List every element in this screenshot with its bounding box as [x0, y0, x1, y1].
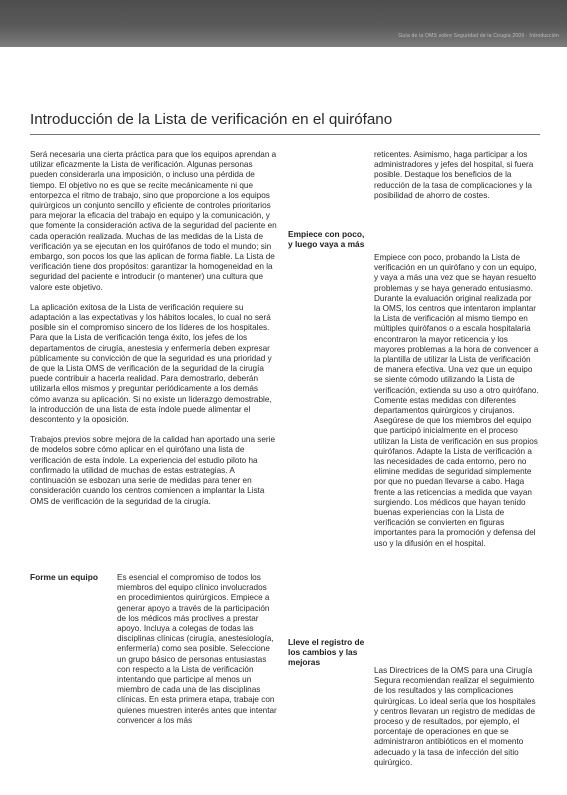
section-heading-registro: Lleve el registro de los cambios y las mejoras — [288, 637, 365, 668]
intro-paragraph: La aplicación exitosa de la Lista de verificación requiere su adaptación a las expectativas y los hábitos locales, lo cual no será posible sin el compromiso sincero de los líderes de los hospitales. Para que la Lista de verificación tenga éxito, los jefes de los departamentos de cirugía, anestesia y enfermería deben expresar públicamente su convicción de que la seguridad es una prioridad y de que la Lista OMS de verificación de la seguridad de la cirugía puede contribuir a hacerla realidad. Para demostrarlo, deberán utilizarla ellos mismos y preguntar periódicamente a los demás cómo avanza su aplicación. Si no existe un liderazgo demostrable, la introducción de una lista de esta índole puede alimentar el descontento y la oposición. — [30, 302, 272, 425]
intro-paragraph: Trabajos previos sobre mejora de la calidad han aportado una serie de modelos sobre cómo aplicar en el quirófano una lista de verificación de esta índole. La experiencia del estudio piloto ha confirmado la utilidad de muchas de estas estrategias. A continuación se esbozan una serie de medidas para tener en consideración cuando los centros comiencen a implantar la Lista OMS de verificación de la seguridad de la cirugía. — [30, 435, 276, 506]
header-band — [0, 0, 567, 47]
continuation-text: reticentes. Asimismo, haga participar a los administradores y jefes del hospital, si fuera posible. Destaque los beneficios de la reducción de la tasa de complicaciones y la posibilidad de ahorro de costes. — [374, 150, 534, 200]
intro-paragraph: Será necesaria una cierta práctica para que los equipos aprendan a utilizar eficazmente la Lista de verificación. Algunas personas pueden considerarla una imposición, o incluso una pérdida de tiempo. El objetivo no es que se recite mecánicamente ni que entorpezca el ritmo de trabajo, sino que proporcione a los equipos quirúrgicos un conjunto sencillo y eficiente de controles prioritarios para mejorar la eficacia del trabajo en equipo y la comunicación, y que fomente la consideración activa de la seguridad del paciente en cada operación realizada. Muchas de las medidas de la Lista de verificación ya se ejecutan en los quirófanos de todo el mundo; sin embargo, son pocos los que las aplican de forma fiable. La Lista de verificación tiene dos propósitos: garantizar la homogeneidad en la seguridad del paciente e introducir (o mantener) una cultura que valore este objetivo. — [30, 150, 277, 292]
running-header: Guía de la OMS sobre Seguridad de la Cirugía 2009 · Introducción — [398, 33, 559, 39]
intro-column — [30, 150, 277, 507]
title-divider — [30, 134, 540, 135]
page-title: Introducción de la Lista de verificación en el quirófano — [30, 111, 393, 128]
section-body-empiece-con-poco: Empiece con poco, probando la Lista de verificación en un quirófano y con un equipo, y vaya a más una vez que se hayan resuelto problemas y se haya generado entusiasmo. Durante la evaluación original realizada por la OMS, los centros que intentaron implantar la Lista de verificación al mismo tiempo en múltiples quirófanos o a escala hospitalaria encontraron la mayor reticencia y los mayores problemas a la hora de convencer a la plantilla de utilizar la Lista de verificación de manera efectiva. Una vez que un equipo se siente cómodo utilizando la Lista de verificación, extienda su uso a otro quirófano. Comente estas medidas con diferentes departamentos quirúrgicos y cirujanos. Asegúrese de que los miembros del equipo que participó inicialmente en el proceso utilizan la Lista de verificación en sus propios quirófanos. Adapte la Lista de verificación a las necesidades de cada entorno, pero no elimine medidas de seguridad simplemente por que no puedan llevarse a cabo. Haga frente a las reticencias a medida que vayan surgiendo. Los médicos que hayan tenido buenas experiencias con la Lista de verificación se convierten en figuras importantes para la promoción y defensa del uso y la difusión en el hospital. — [374, 253, 539, 548]
section-heading-forme-equipo: Forme un equipo — [30, 572, 98, 582]
section-body-registro: Las Directrices de la OMS para una Cirugía Segura recomiendan realizar el seguimiento de los resultados y las complicaciones quirúrgicas. Lo ideal sería que los hospitales y centros llevaran un registro de medidas de proceso y de resultados, por ejemplo, el porcentaje de operaciones en que se administraron antibióticos en el momento adecuado y la tasa de infección del sitio quirúrgico. — [374, 666, 536, 767]
section-body-forme-equipo: Es esencial el compromiso de todos los miembros del equipo clínico involucrados en procedimientos quirúrgicos. Empiece a generar apoyo a través de la participación de los médicos más proclives a prestar apoyo. Incluya a colegas de todas las disciplinas clínicas (cirugía, anestesiología, enfermería) como sea posible. Seleccione un grupo básico de personas entusiastas con respecto a la Lista de verificación intentando que participe al menos un miembro de cada una de las disciplinas clínicas. En esta primera etapa, trabaje con quienes muestren interés antes que intentar convencer a los más — [117, 573, 277, 725]
section-heading-empiece-con-poco: Empiece con poco, y luego vaya a más — [288, 229, 365, 250]
